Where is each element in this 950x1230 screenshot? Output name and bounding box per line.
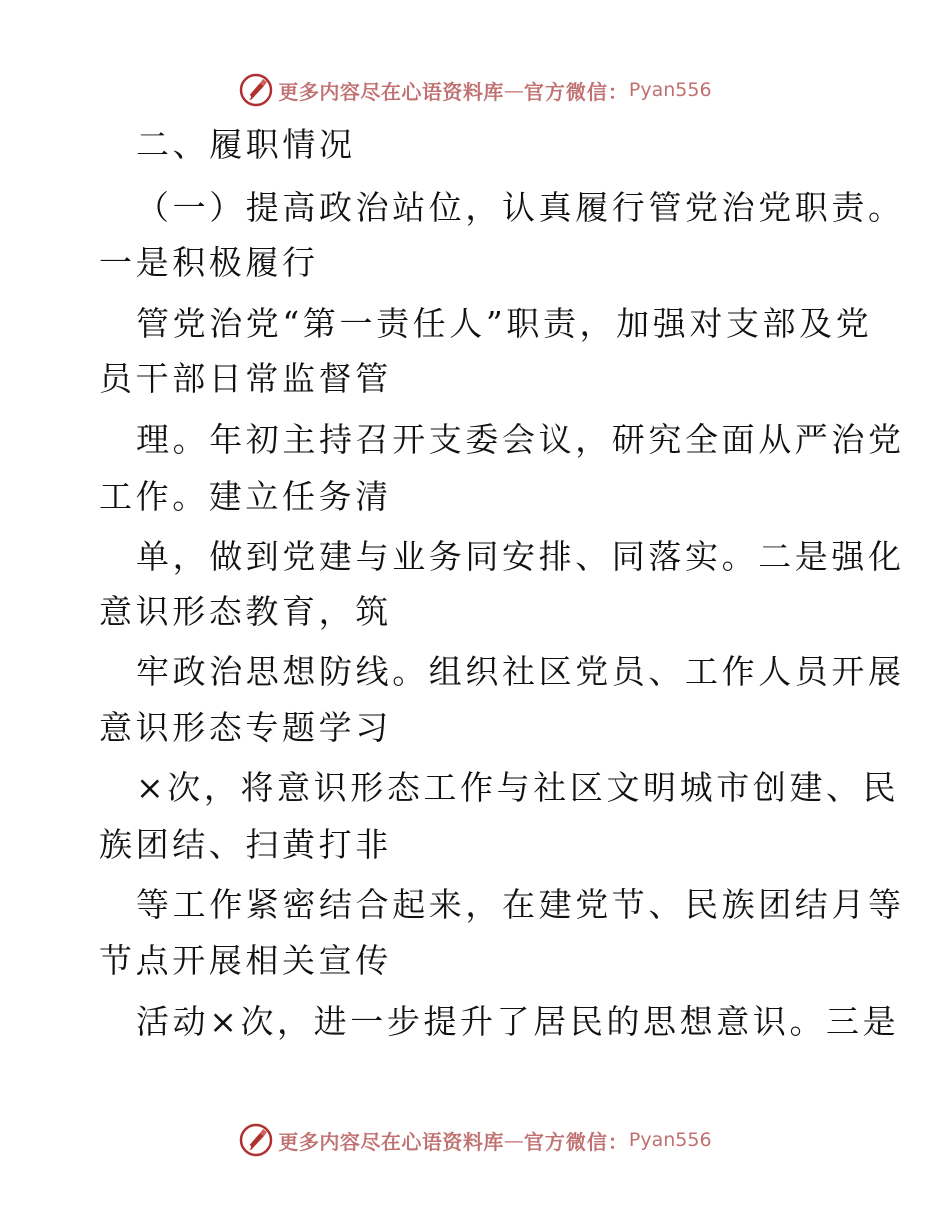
watermark-dash: — bbox=[503, 78, 524, 102]
text-line: 活动×次，进一步提升了居民的思想意识。三是 bbox=[136, 1002, 900, 1041]
watermark-official-label: 官方微信： bbox=[523, 79, 629, 104]
text-line: 单，做到党建与业务同安排、同落实。二是强化 bbox=[136, 537, 905, 576]
watermark-official-label: 官方微信： bbox=[523, 1129, 629, 1154]
text-line: 员干部日常监督管 bbox=[99, 359, 392, 398]
text-line: 工作。建立任务清 bbox=[99, 477, 392, 516]
text-line: 一是积极履行 bbox=[99, 243, 319, 282]
text-line: 管党治党“第一责任人”职责，加强对支部及党 bbox=[136, 304, 873, 343]
text-line: 族团结、扫黄打非 bbox=[99, 825, 392, 864]
text-line: 意识形态教育，筑 bbox=[99, 592, 392, 631]
text-line: 意识形态专题学习 bbox=[99, 708, 392, 747]
text-line: ×次，将意识形态工作与社区文明城市创建、民 bbox=[136, 768, 900, 807]
watermark-site-text: 更多内容尽在心语资料库 bbox=[278, 1129, 504, 1154]
watermark-wechat-id: Pyan556 bbox=[628, 79, 712, 101]
text-line: 节点开展相关宣传 bbox=[99, 941, 392, 980]
watermark-footer bbox=[0, 1120, 950, 1160]
pen-logo-icon bbox=[238, 1122, 274, 1158]
watermark-site-text: 更多内容尽在心语资料库 bbox=[278, 79, 504, 104]
watermark-header bbox=[0, 70, 950, 110]
text-line: 牢政治思想防线。组织社区党员、工作人员开展 bbox=[136, 652, 905, 691]
text-line: 等工作紧密结合起来，在建党节、民族团结月等 bbox=[136, 885, 905, 924]
text-line: 理。年初主持召开支委会议，研究全面从严治党 bbox=[136, 420, 905, 459]
watermark-dash: — bbox=[503, 1128, 524, 1152]
watermark-wechat-id: Pyan556 bbox=[628, 1129, 712, 1151]
pen-logo-icon bbox=[238, 72, 274, 108]
text-line: （一）提高政治站位，认真履行管党治党职责。 bbox=[136, 188, 905, 227]
section-heading: 二、履职情况 bbox=[136, 125, 356, 164]
